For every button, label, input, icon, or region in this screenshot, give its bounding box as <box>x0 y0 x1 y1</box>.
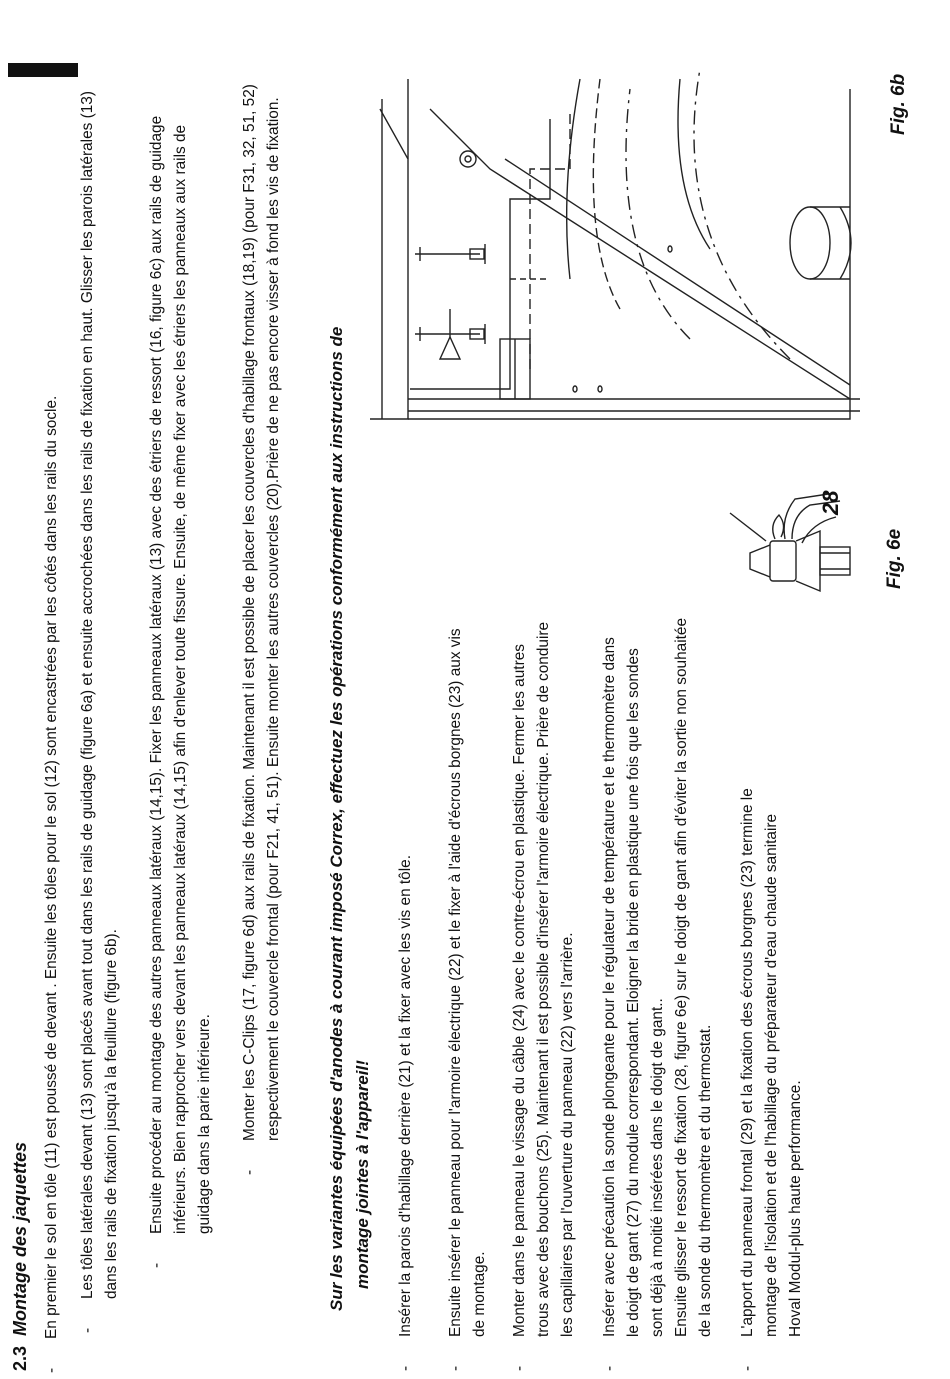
section-number: 2.3 <box>10 1345 30 1371</box>
correx-note: Sur les variantes équipées d'anodes à courant imposé Correx, effectuez les opérations conformément aux instructions de montage jointes à l'appareil! <box>327 326 372 1311</box>
paragraph-1: - En premier le sol en tôle (11) est poussé de devant . Ensuite les tôles pour le sol (12) sont encastrées par les côtés dans les rails du socle. <box>43 395 60 1373</box>
paragraph-3: - Ensuite procéder au montage des autres panneaux latéraux (14,15). Fixer les panneaux latéraux (13) avec des étriers de ressort (16, figure 6c) aux rails de guidage inférieurs. Bien rapprocher vers devant les panneaux latéraux (14,15) afin d'enlever toute fissure. Ensuite, de même fixer avec les étriers les panneaux aux rails de guidage dans la parie inférieure. <box>148 115 213 1268</box>
paragraph-6: - Ensuite insérer le panneau pour l'armoire électrique (22) et le fixer à l'aide d'écrous borgnes (23) aux vis de montage. <box>447 628 488 1371</box>
paragraph-text: Monter les C-Clips (17, figure 6d) aux rails de fixation. Maintenant il est possible de placer les couvercles d'habillage frontaux (18,19) (pour F31, 32, 51, 52) respectivement le couvercle frontal (pour F21, 41, 51). Ensuite monter les autres couvercles (20).Prière de ne pas encore visser à fond les vis de fixation. <box>241 84 282 1141</box>
paragraph-5: - Insérer la parois d'habillage derrière (21) et la fixer avec les vis en tôle. <box>397 855 414 1371</box>
section-heading <box>10 1142 31 1371</box>
paragraph-9: - L'apport du panneau frontal (29) et la fixation des écrous borgnes (23) termine le montage de l'isolation et de l'habillage du préparateur d'eau chaude sanitaire Hoval Modul-plus haute performance. <box>739 788 804 1371</box>
section-title: Montage des jaquettes <box>10 1141 30 1336</box>
figure-6e-callout: 28 <box>818 490 843 515</box>
figure-6e-label: Fig. 6e <box>884 528 905 589</box>
paragraph-text: En premier le sol en tôle (11) est poussé de devant . Ensuite les tôles pour le sol (12) sont encastrées par les côtés dans les rails du socle. <box>43 395 60 1339</box>
paragraph-7: - Monter dans le panneau le vissage du câble (24) avec le contre-écrou en plastique. Fermer les autres trous avec des bouchons (25). Maintenant il est possible d'insérer l'armoire électrique. Prière de conduire les capillaires par l'ouverture du panneau (22) vers l'arrière. <box>511 621 576 1371</box>
paragraph-2: - Les tôles latérales devant (13) sont placés avant tout dans les rails de guidage (figure 6a) et ensuite accrochées dans les rails de fixation en haut. Glisser les parois latérales (13) dans les rails de fixation jusqu'à la feuillure (figure 6b). <box>79 91 120 1333</box>
paragraph-text: Les tôles latérales devant (13) sont placés avant tout dans les rails de guidage (figure 6a) et ensuite accrochées dans les rails de fixation en haut. Glisser les parois latérales (13) dans les rails de fixation jusqu'à la feuillure (figure 6b). <box>79 91 120 1299</box>
paragraph-text: Ensuite procéder au montage des autres panneaux latéraux (14,15). Fixer les panneaux latéraux (13) avec des étriers de ressort (16, figure 6c) aux rails de guidage inférieurs. Bien rapprocher vers devant les panneaux latéraux (14,15) afin d'enlever toute fissure. Ensuite, de même fixer avec les étriers les panneaux aux rails de guidage dans la parie inférieure. <box>148 115 213 1234</box>
figure-6b-drawing <box>370 69 900 429</box>
corner-bar <box>8 63 78 77</box>
figure-6e-drawing <box>520 469 900 599</box>
figure-6b-label: Fig. 6b <box>888 73 909 135</box>
paragraph-8: - Insérer avec précaution la sonde plongeante pour le régulateur de température et le thermomètre dans le doigt de gant (27) du module correspondant. Eloigner la bride en plastique une fois que les sondes sont déjà à moitié insérées dans le doigt de gant.. Ensuite glisser le ressort de fixation (28, figure 6e) sur le doigt de gant afin d'éviter la sortie non souhaitée de la sonde du thermomètre et du thermostat. <box>601 617 714 1371</box>
paragraph-4: - Monter les C-Clips (17, figure 6d) aux rails de fixation. Maintenant il est possible de placer les couvercles d'habillage frontaux (18,19) (pour F31, 32, 51, 52) respectivement le couvercle frontal (pour F21, 41, 51). Ensuite monter les autres couvercles (20).Prière de ne pas encore visser à fond les vis de fixation. <box>241 84 282 1175</box>
